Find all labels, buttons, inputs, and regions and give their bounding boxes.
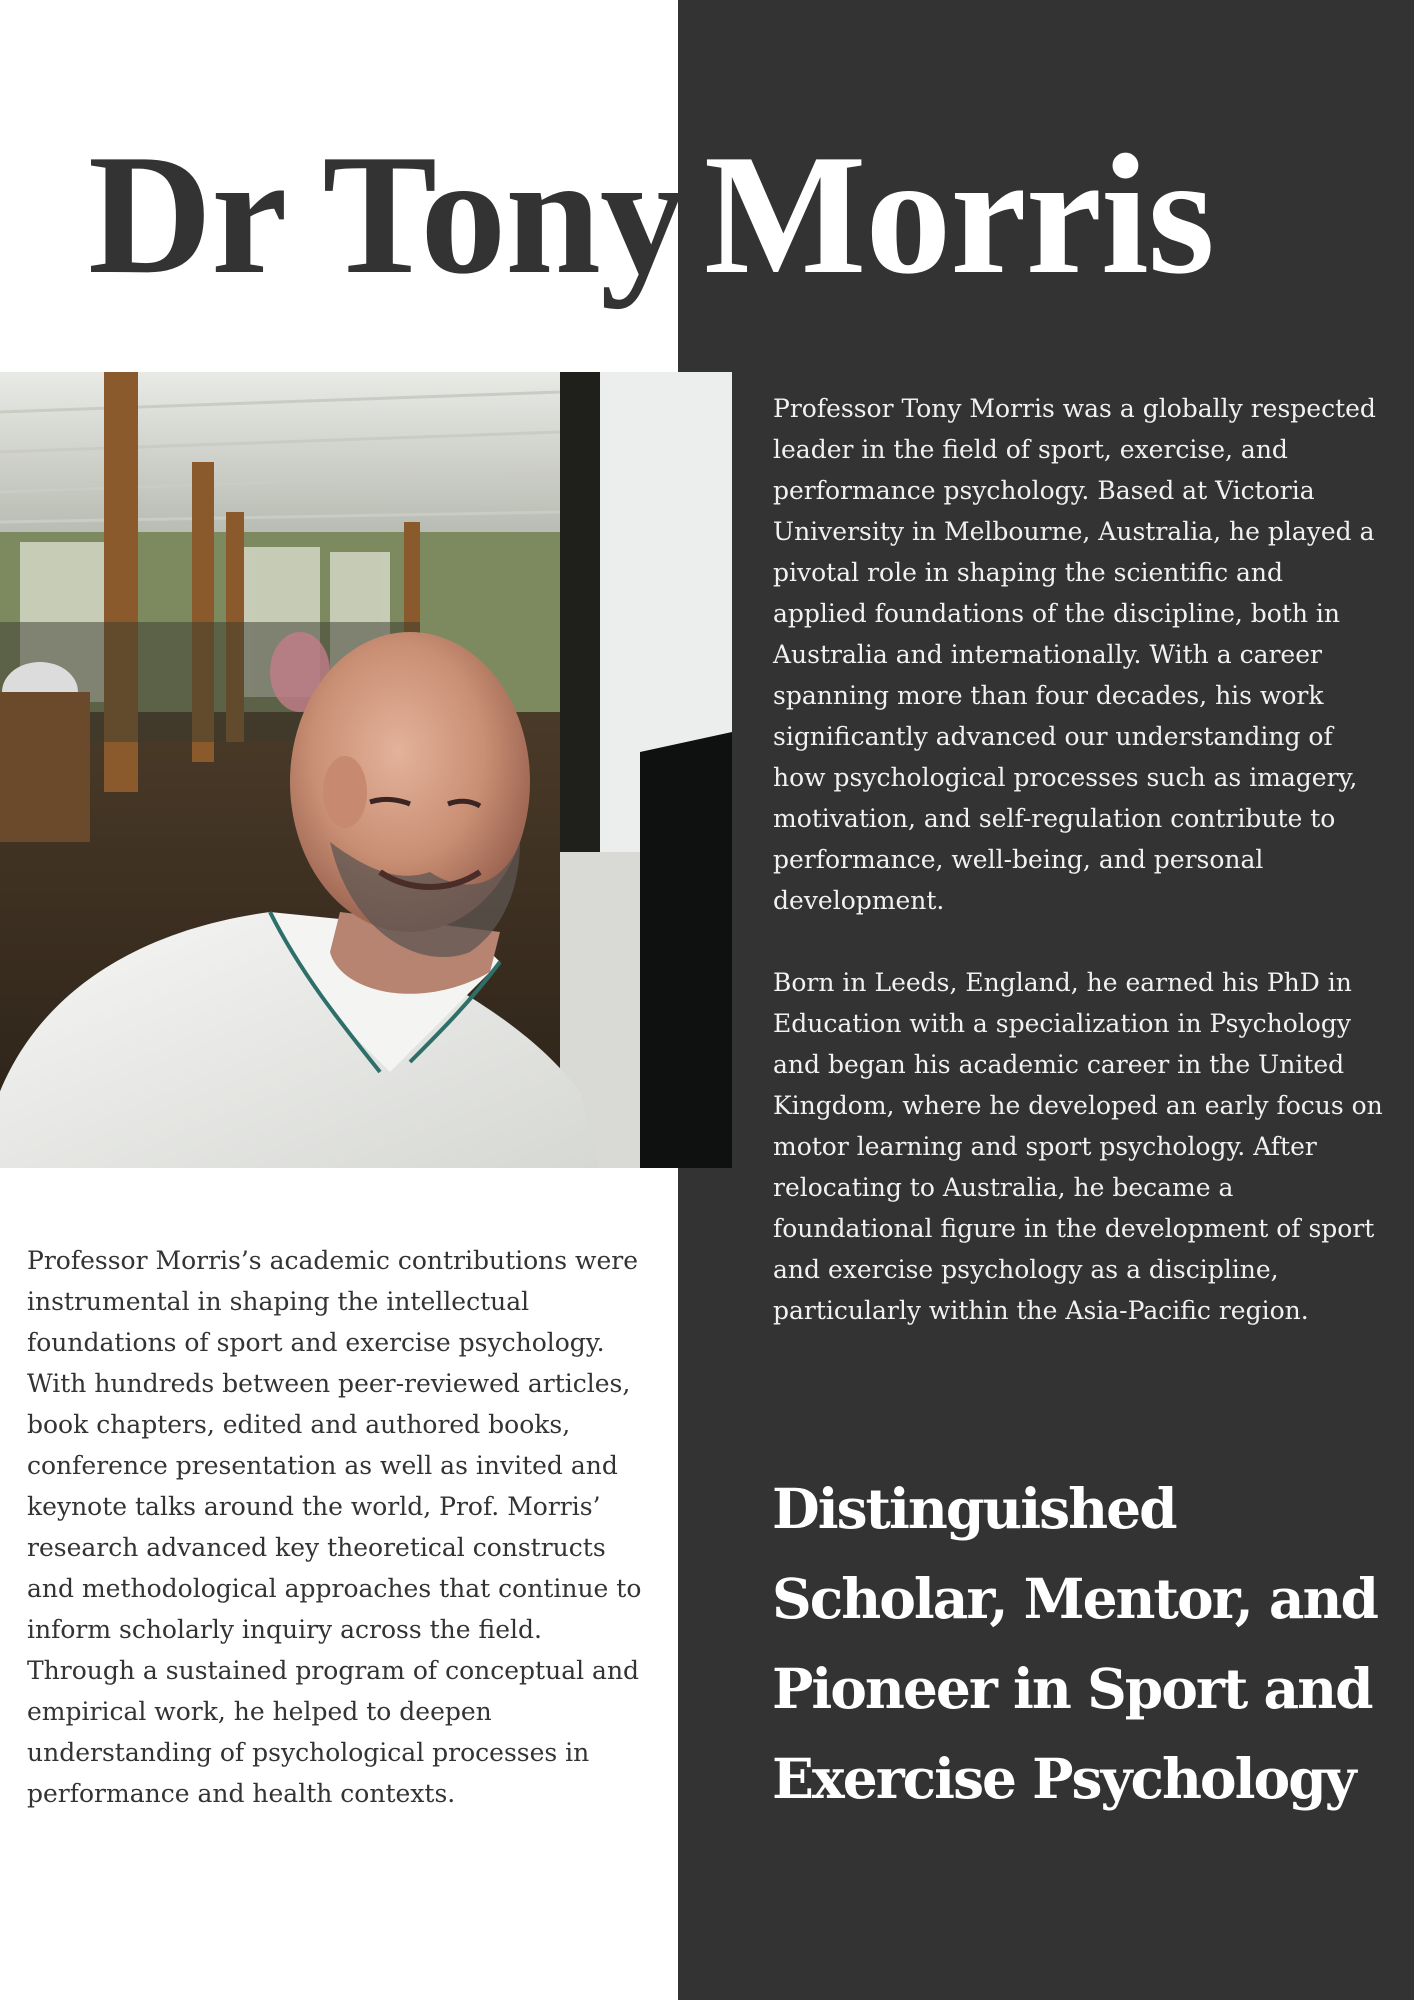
portrait-photo-icon [0,372,732,1168]
left-column-text [27,1240,657,1814]
portrait-photo [0,372,732,1168]
bio-paragraph-1: Professor Tony Morris was a globally respected leader in the field of sport, exercise, and performance psychology. Based at Victoria University in Melbourne, Australia, he played a pivotal role in shaping the scientific and applied foundations of the discipline, both in Australia and internationally. With a career spanning more than four decades, his work significantly advanced our understanding of how psychological processes such as imagery, motivation, and self-regulation contribute to performance, well-being, and personal development. [773,394,1376,915]
tagline-heading: Distinguished Scholar, Mentor, and Pioneer in Sport and Exercise Psychology [772,1476,1377,1811]
contributions-paragraph: Professor Morris’s academic contributions were instrumental in shaping the intellectual foundations of sport and exercise psychology. With hundreds between peer-reviewed articles, book chapters, edited and authored books, conference presentation as well as invited and keynote talks around the world, Prof. Morris’ research advanced key theoretical constructs and methodological approaches that continue to inform scholarly inquiry across the field. Through a sustained program of conceptual and empirical work, he helped to deepen understanding of psychological processes in performance and health contexts. [27,1246,642,1808]
right-column-text [773,388,1383,1331]
page-title [0,120,1414,310]
title-dark-part: Dr Tony [88,120,685,310]
bio-paragraph-2: Born in Leeds, England, he earned his PhD in Education with a specialization in Psychology and began his academic career in the United Kingdom, where he developed an early focus on motor learning and sport psychology. After relocating to Australia, he became a foundational figure in the development of sport and exercise psychology as a discipline, particularly within the Asia-Pacific region. [773,968,1383,1325]
title-light-part: Morris [704,120,1214,310]
